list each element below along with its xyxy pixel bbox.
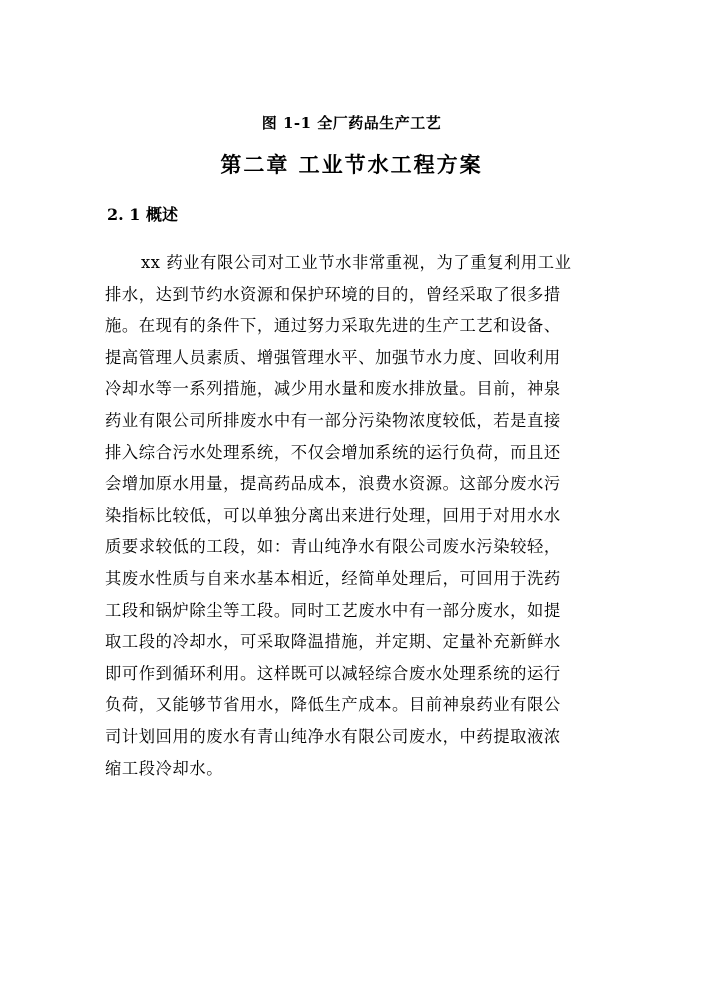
- paragraph-line: 工段和锅炉除尘等工段。同时工艺废水中有一部分废水，如提: [105, 600, 561, 620]
- paragraph-line: 提高管理人员素质、增强管理水平、加强节水力度、回收利用: [105, 347, 561, 367]
- paragraph-line: 会增加原水用量，提高药品成本，浪费水资源。这部分废水污: [105, 474, 561, 494]
- paragraph-line: 缩工段冷却水。: [105, 758, 224, 778]
- paragraph-line: 负荷，又能够节省用水，降低生产成本。目前神泉药业有限公: [105, 695, 561, 715]
- paragraph-line: 排水，达到节约水资源和保护环境的目的，曾经采取了很多措: [105, 284, 561, 304]
- paragraph-line: 其废水性质与自来水基本相近，经简单处理后，可回用于洗药: [105, 568, 561, 588]
- chapter-title: 第二章 工业节水工程方案: [220, 152, 483, 177]
- figure-caption: 图 1-1 全厂药品生产工艺: [261, 114, 442, 132]
- paragraph-line: 冷却水等一系列措施，减少用水量和废水排放量。目前，神泉: [105, 379, 561, 399]
- paragraph-line: 取工段的冷却水，可采取降温措施，并定期、定量补充新鲜水: [105, 632, 561, 652]
- paragraph-line: xx 药业有限公司对工业节水非常重视，为了重复利用工业: [141, 253, 572, 272]
- paragraph-line: 排入综合污水处理系统，不仅会增加系统的运行负荷，而且还: [105, 442, 561, 462]
- paragraph-line: 药业有限公司所排废水中有一部分污染物浓度较低，若是直接: [105, 410, 561, 430]
- paragraph-line: 即可作到循环利用。这样既可以减轻综合废水处理系统的运行: [105, 663, 561, 683]
- section-heading: 2. 1 概述: [107, 205, 178, 224]
- paragraph-line: 施。在现有的条件下，通过努力采取先进的生产工艺和设备、: [105, 316, 561, 336]
- body-paragraph: [105, 247, 595, 784]
- paragraph-line: 染指标比较低，可以单独分离出来进行处理，回用于对用水水: [105, 505, 561, 525]
- paragraph-line: 质要求较低的工段，如：青山纯净水有限公司废水污染较轻，: [105, 537, 561, 557]
- paragraph-line: 司计划回用的废水有青山纯净水有限公司废水，中药提取液浓: [105, 726, 561, 746]
